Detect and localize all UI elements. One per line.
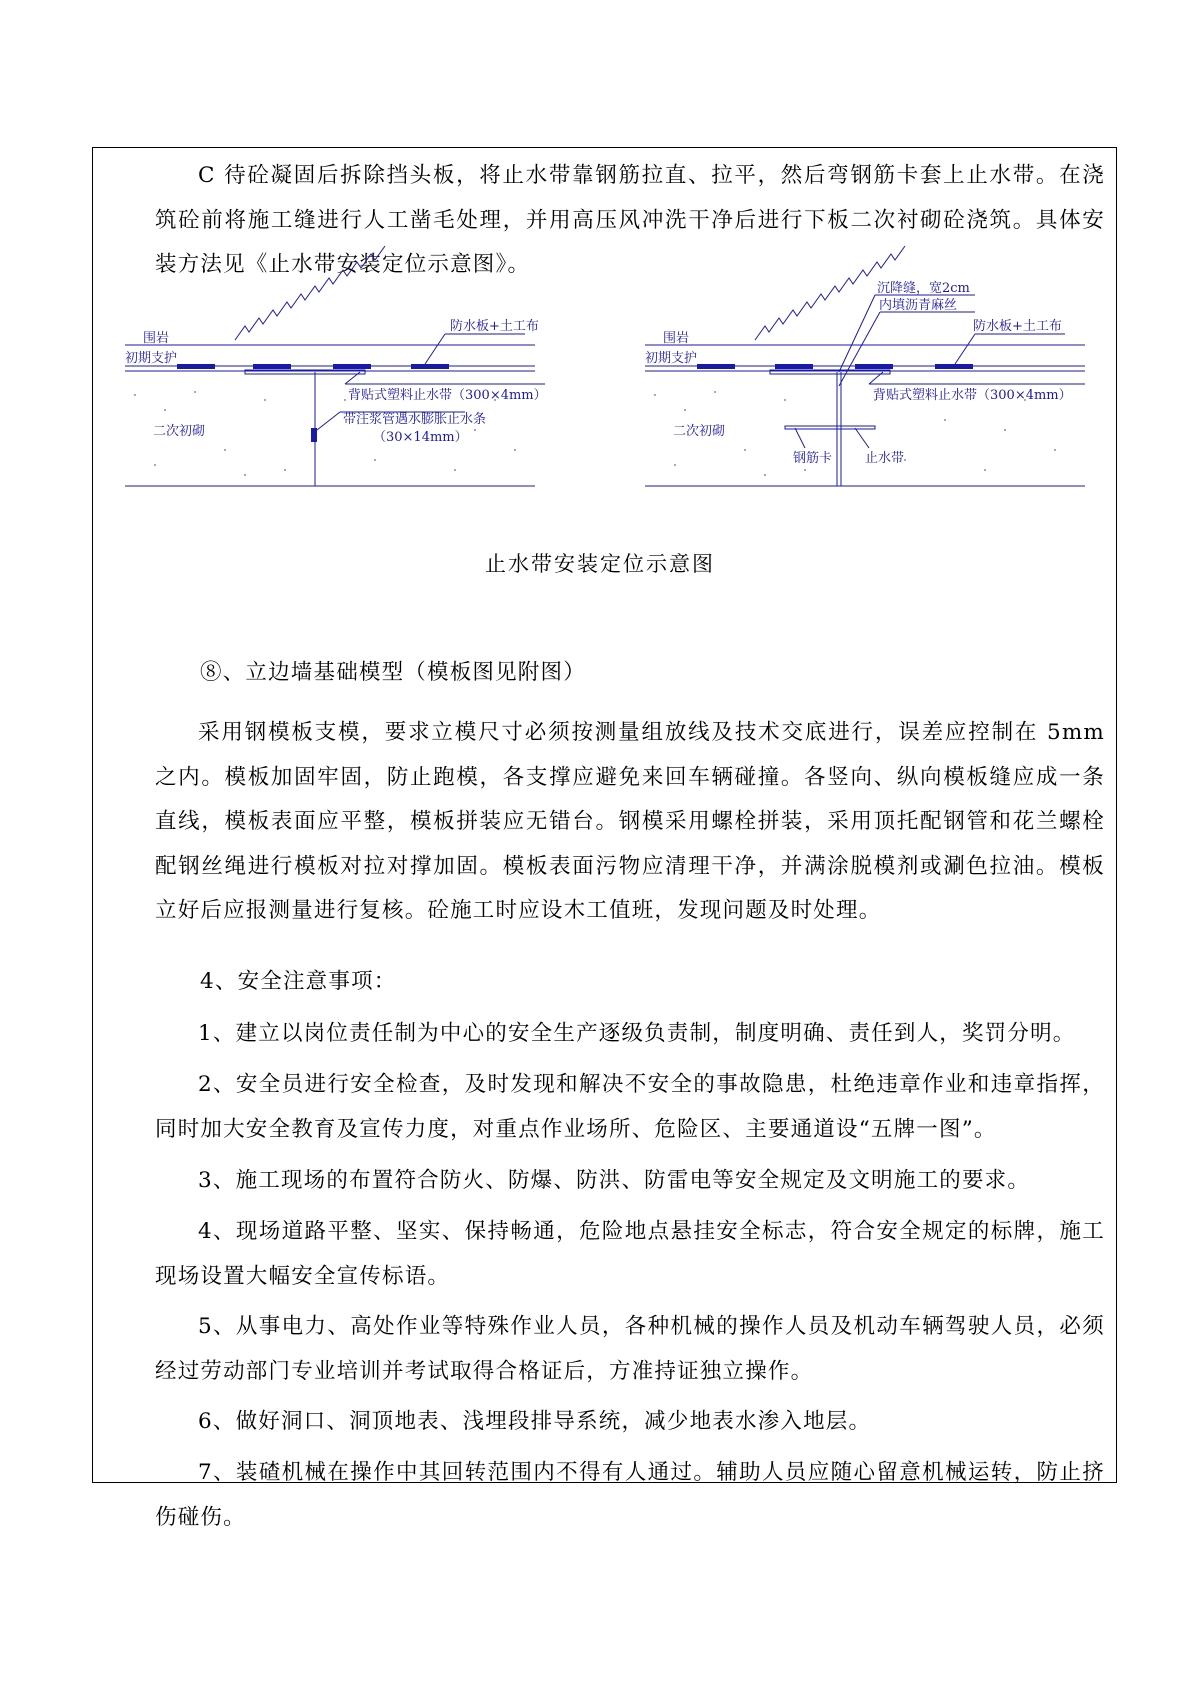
left-waterstop-label: 背贴式塑料止水带（300×4mm） [348,388,547,403]
right-rebar-clip-label: 钢筋卡 [793,451,833,466]
right-waterstop-label: 背贴式塑料止水带（300×4mm） [873,388,1072,403]
right-filler-label: 内填沥青麻丝 [879,298,958,313]
diagram-caption: 止水带安装定位示意图 [485,552,715,576]
right-initial-support-label: 初期支护 [645,351,698,366]
safety-item-6: 6、做好洞口、洞顶地表、浅埋段排导系统，减少地表水渗入地层。 [198,1409,872,1434]
right-rock-label: 围岩 [663,331,690,346]
safety-item-4: 4、现场道路平整、坚实、保持畅通，危险地点悬挂安全标志，符合安全规定的标牌，施工现场设置大幅安全宣传标语。 [155,1219,1105,1289]
safety-item-5: 5、从事电力、高处作业等特殊作业人员，各种机械的操作人员及机动车辆驾驶人员，必须经过劳动部门专业培训并考试取得合格证后，方准持证独立操作。 [155,1314,1105,1384]
left-rock-label: 围岩 [143,331,170,346]
left-membrane-label: 防水板+土工布 [450,319,539,334]
item8-title: ⑧、立边墙基础模型（模板图见附图） [200,660,586,685]
item8-paragraph: 采用钢模板支模，要求立模尺寸必须按测量组放线及技术交底进行，误差应控制在 5mm 之内。模板加固牢固，防止跑模，各支撑应避免来回车辆碰撞。各竖向、纵向模板缝应成一条直线，模板表面应平整，模板拼装应无错台。钢模采用螺栓拼装，采用顶托配钢管和花兰螺栓配钢丝绳进行模板对拉对撑加固。模板表面污物应清理干净，并满涂脱模剂或涮色拉油。模板立好后应报测量进行复核。砼施工时应设木工值班，发现问题及时处理。 [155,720,1105,923]
left-initial-support-label: 初期支护 [125,351,178,366]
right-water-stop-label: 止水带 [865,451,905,466]
right-joint-label: 沉降缝，宽2cm [877,281,970,296]
right-lining-label: 二次初砌 [673,424,726,439]
waterstop-diagram [125,281,1085,540]
safety-item-1: 1、建立以岗位责任制为中心的安全生产逐级负责制，制度明确、责任到人，奖罚分明。 [198,1021,1076,1046]
safety-item-2: 2、安全员进行安全检查，及时发现和解决不安全的事故隐患，杜绝违章作业和违章指挥，同时加大安全教育及宣传力度，对重点作业场所、危险区、主要通道设“五牌一图”。 [155,1072,1105,1142]
left-strip-label: 带注浆管遇水膨胀止水条 [343,412,487,427]
safety-title: 4、安全注意事项： [200,969,397,994]
paragraph-c: C 待砼凝固后拆除挡头板，将止水带靠钢筋拉直、拉平，然后弯钢筋卡套上止水带。在浇筑砼前将施工缝进行人工凿毛处理，并用高压风冲洗干净后进行下板二次衬砌砼浇筑。具体安装方法见《止水带安装定位示意图》。 [155,163,1105,277]
right-membrane-label: 防水板+土工布 [973,319,1062,334]
left-strip-size-label: （30×14mm） [373,430,468,445]
safety-item-7: 7、装碴机械在操作中其回转范围内不得有人通过。辅助人员应随心留意机械运转，防止挤伤碰伤。 [155,1460,1105,1530]
safety-item-3: 3、施工现场的布置符合防火、防爆、防洪、防雷电等安全规定及文明施工的要求。 [198,1168,1031,1193]
left-lining-label: 二次初砌 [153,424,206,439]
